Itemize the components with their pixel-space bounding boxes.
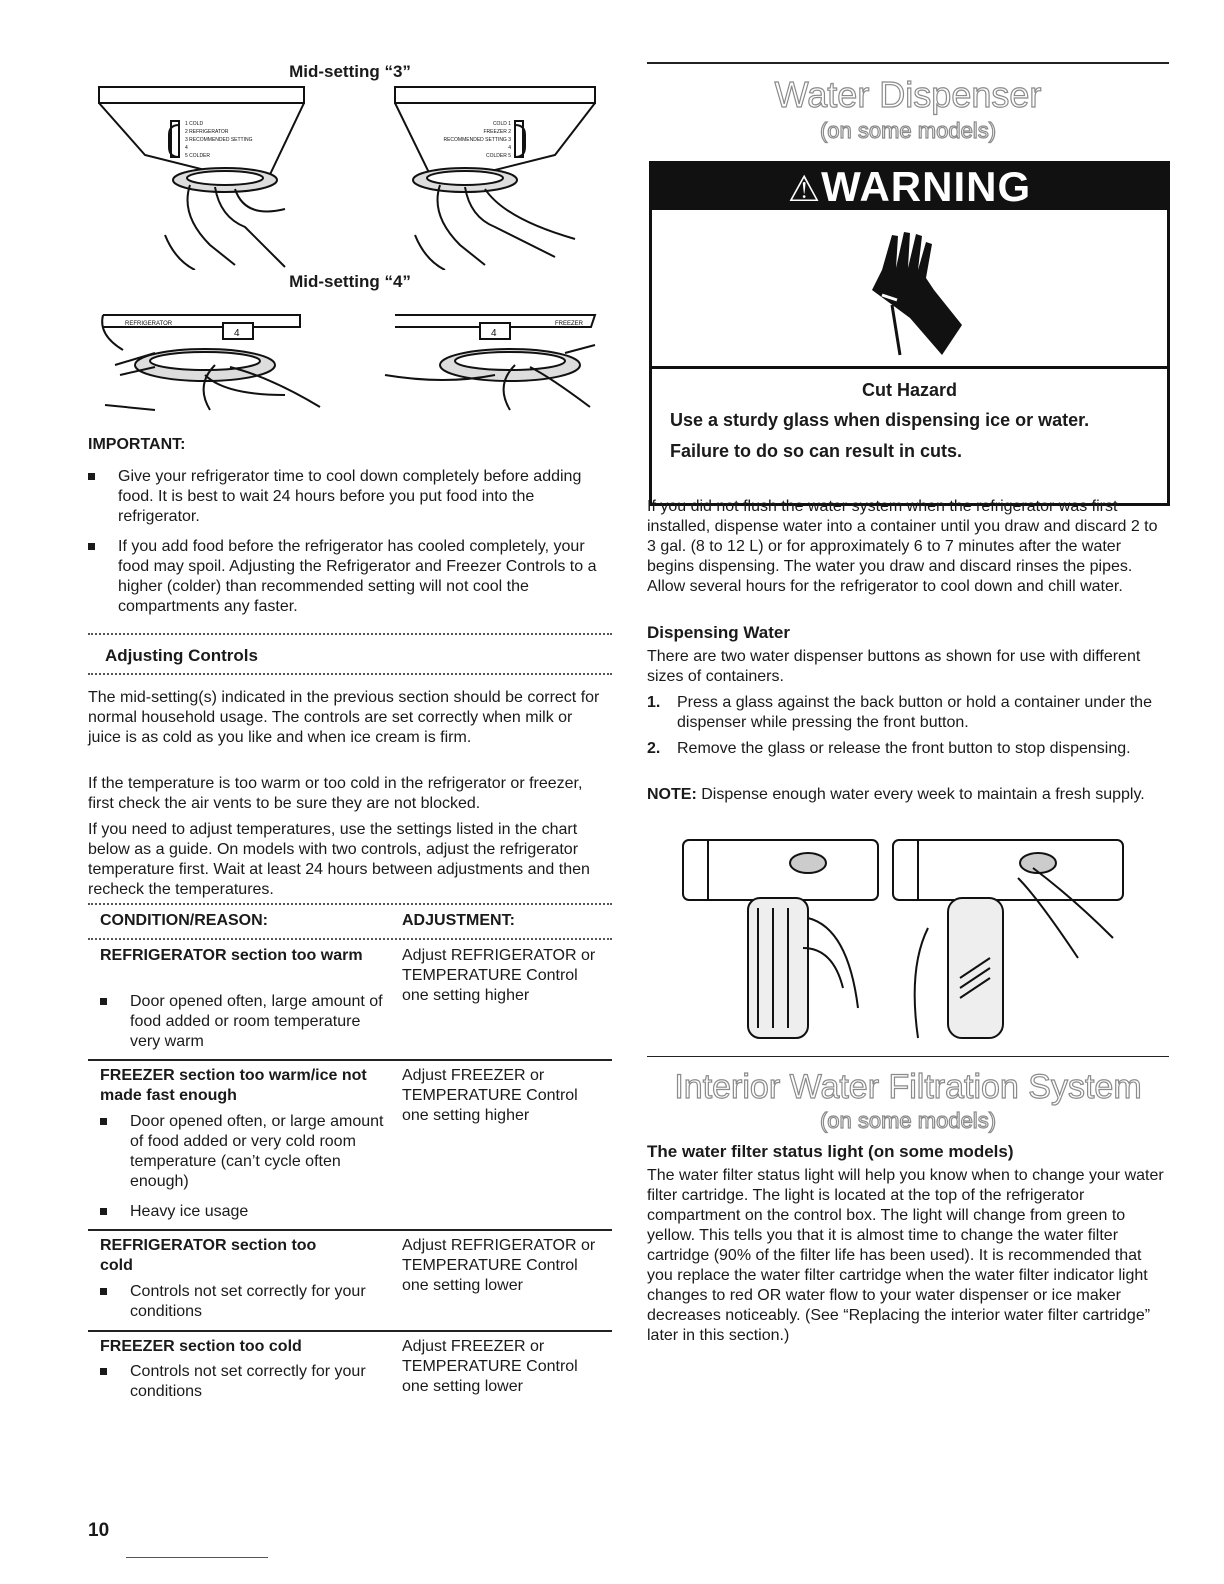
- figure-caption-mid-setting-4: Mid-setting “4”: [289, 272, 411, 291]
- warning-triangle-icon: ⚠: [787, 168, 822, 209]
- filter-status-paragraph: The water filter status light will help you know when to change your water filter cartridge. The light is located at the top of the refrigerator compartment on the control box. The light will change from green to yellow. This tells you that it is almost time to change the water filter cartridge (90% of the filter life has been used). It is recommended that you replace the water filter cartridge when the water filter indicator light changes to red OR water flow to your water dispenser or ice maker decreases noticeably. (See “Replacing the interior water filter cartridge” later in this section.): [647, 1167, 1164, 1344]
- bullet-square: [100, 1288, 107, 1295]
- flush-paragraph: If you did not flush the water system when the refrigerator was first installed, dispense water into a container until you draw and discard 2 to 3 gal. (8 to 12 L) or for approximately 6 to 7 minutes after the water begins dispensing. The water you draw and discard rinses the pipes. Allow several hours for the refrigerator to cool down and chill water.: [647, 498, 1158, 595]
- dial1-left-label-3: 3 RECOMMENDED SETTING: [185, 137, 253, 143]
- table-row-rule: [88, 1059, 612, 1061]
- on-some-models-subtitle-2: (on some models): [819, 1108, 997, 1133]
- dispensing-water-heading: Dispensing Water: [647, 623, 790, 642]
- dial1-right-label-5: COLDER 5: [485, 153, 511, 159]
- important-bullet-1: Give your refrigerator time to cool down completely before adding food. It is best to wait 24 hours before you put food into the refrigerator.: [88, 467, 608, 529]
- table-row-adjustment: Adjust REFRIGERATOR or TEMPERATURE Control one setting higher: [402, 947, 596, 1004]
- warning-line-2: Failure to do so can result in cuts.: [670, 441, 963, 461]
- page-number: 10: [88, 1520, 110, 1541]
- adjusting-para-2: If the temperature is too warm or too cold in the refrigerator or freezer, first check the air vents to be sure they are not blocked.: [88, 775, 583, 812]
- table-row-condition: FREEZER section too cold: [100, 1338, 302, 1355]
- filtration-system-title: Interior Water Filtration System: [674, 1068, 1142, 1106]
- table-row-condition: REFRIGERATOR section too cold: [100, 1237, 317, 1274]
- important-bullet-2: If you add food before the refrigerator has cooled completely, your food may spoil. Adjusting the Refrigerator and Freezer Controls to a higher (colder) than recommended setting will not cool the compartments any faster.: [88, 537, 608, 617]
- control-dial-illustration-3: [95, 85, 605, 270]
- table-row-adjustment: Adjust FREEZER or TEMPERATURE Control one setting higher: [402, 1067, 578, 1124]
- section-divider: [88, 633, 612, 635]
- figure-caption-mid-setting-3: Mid-setting “3”: [289, 62, 411, 81]
- table-row-bullet: Controls not set correctly for your conditions: [100, 1282, 385, 1322]
- warning-line-1: Use a sturdy glass when dispensing ice or water.: [670, 410, 1090, 430]
- bullet-square: [100, 1118, 107, 1125]
- note-paragraph: NOTE: Dispense enough water every week to maintain a fresh supply.: [647, 786, 1145, 803]
- dial1-right-label-3: RECOMMENDED SETTING 3: [443, 137, 511, 143]
- filter-status-heading: The water filter status light (on some models): [647, 1142, 1014, 1161]
- bullet-square: [88, 473, 95, 480]
- table-top-rule: [88, 903, 612, 905]
- section-top-rule: [647, 62, 1169, 64]
- table-row-adjustment: Adjust REFRIGERATOR or TEMPERATURE Control one setting lower: [402, 1237, 596, 1294]
- dial1-left-label-2: 2 REFRIGERATOR: [185, 129, 229, 135]
- bullet-square: [100, 1208, 107, 1215]
- warning-box: [649, 161, 1170, 506]
- important-label: IMPORTANT:: [88, 436, 186, 453]
- adjusting-controls-heading: Adjusting Controls: [105, 646, 258, 665]
- table-row-condition: FREEZER section too warm/ice not made fast enough: [100, 1067, 367, 1104]
- section-rule: [647, 1056, 1169, 1057]
- col-header-condition: CONDITION/REASON:: [100, 912, 268, 929]
- table-row-adjustment: Adjust FREEZER or TEMPERATURE Control one setting lower: [402, 1338, 578, 1395]
- table-row-rule: [88, 1330, 612, 1332]
- water-dispenser-title: Water Dispenser: [774, 74, 1042, 115]
- water-dispenser-illustration: [678, 838, 1138, 1043]
- table-row-bullet: Controls not set correctly for your conditions: [100, 1362, 385, 1402]
- table-row-rule: [88, 1229, 612, 1231]
- bullet-square: [100, 998, 107, 1005]
- table-row-bullet: Door opened often, large amount of food added or room temperature very warm: [100, 992, 385, 1052]
- bullet-square: [88, 543, 95, 550]
- col-header-adjustment: ADJUSTMENT:: [402, 912, 515, 929]
- footer-rule: [126, 1557, 268, 1558]
- dial1-right-label-2: FREEZER 2: [483, 129, 511, 135]
- table-row-bullet: Door opened often, or large amount of food added or very cold room temperature (can’t cycle often enough): [100, 1112, 385, 1192]
- table-row-condition: REFRIGERATOR section too warm: [100, 947, 363, 964]
- dial1-right-label-1: COLD 1: [492, 121, 511, 127]
- adjusting-para-3: If you need to adjust temperatures, use the settings listed in the chart below as a guide. On models with two controls, adjust the refrigerator temperature first. Wait at least 24 hours between adjustments and then recheck the temperatures.: [88, 821, 590, 898]
- dial2-left-value: 4: [234, 328, 240, 339]
- adjusting-para-1: The mid-setting(s) indicated in the previous section should be correct for normal household usage. The controls are set correctly when milk or juice is as cold as you like and when ice cream is firm.: [88, 689, 600, 746]
- dial2-right-value: 4: [491, 328, 497, 339]
- dial2-right-label: FREEZER: [555, 321, 584, 327]
- table-row-bullet: Heavy ice usage: [100, 1202, 385, 1222]
- dial1-left-label-1: 1 COLD: [185, 121, 204, 127]
- bullet-square: [100, 1368, 107, 1375]
- dial2-left-label: REFRIGERATOR: [125, 321, 173, 327]
- warning-header: ⚠WARNING: [652, 164, 1167, 210]
- table-header-rule: [88, 938, 612, 940]
- dial1-left-label-5: 5 COLDER: [185, 153, 211, 159]
- on-some-models-subtitle: (on some models): [819, 118, 997, 143]
- cut-hand-icon: [852, 230, 972, 360]
- cut-hazard-title: Cut Hazard: [861, 380, 957, 400]
- dial1-left-label-4: 4: [185, 145, 188, 151]
- warning-pictogram-area: [652, 210, 1167, 369]
- dial1-right-label-4: 4: [508, 145, 511, 151]
- dispensing-intro: There are two water dispenser buttons as shown for use with different sizes of containers.: [647, 648, 1141, 685]
- control-slider-illustration-4: [95, 305, 605, 430]
- section-divider: [88, 673, 612, 675]
